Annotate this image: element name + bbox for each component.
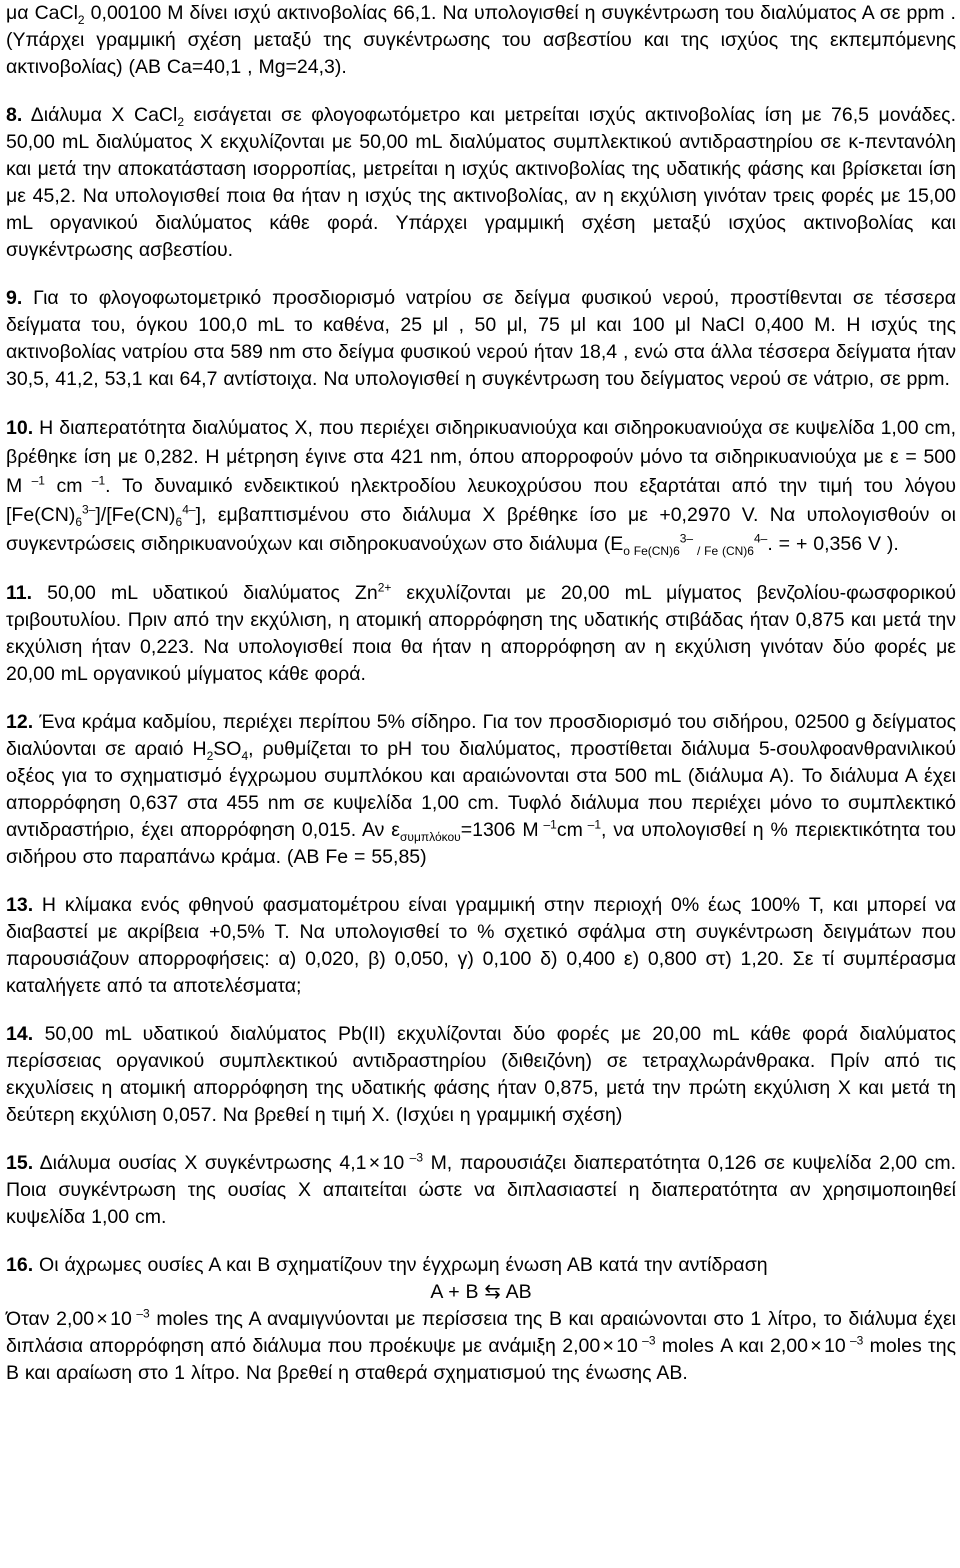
problem-12-sub3: συμπλόκου bbox=[399, 829, 461, 844]
times-sign: × bbox=[810, 1335, 822, 1357]
problem-16-text-f: moles Α και 2,00 bbox=[655, 1335, 808, 1357]
problem-10-sub6: / Fe (CN)6 bbox=[693, 543, 754, 558]
problem-13-number: 13. bbox=[6, 894, 34, 916]
problem-10-number: 10. bbox=[6, 417, 34, 439]
problem-11 bbox=[6, 580, 956, 688]
problem-10-sup1: –1 bbox=[22, 473, 45, 488]
problem-10-sup2: –1 bbox=[82, 473, 106, 488]
problem-12 bbox=[6, 709, 956, 871]
intro-paragraph bbox=[6, 0, 956, 81]
problem-12-sub1: 2 bbox=[206, 748, 214, 763]
problem-11-text-b: εκχυλίζονται με 20,00 mL μίγματος βενζολίου-φωσφορικού τριβουτυλίου. Πριν από την εκχύλιση, η ατομική απορρόφηση της υδατικής στιβάδας ήταν 0,875 και μετά την εκχύλιση ήταν 0,223. Να υπολογισθεί ποια θα ήταν η απορρόφηση αν η εκχύλιση γινόταν δύο φορές με 20,00 mL οργανικού μίγματος κάθε φορά. bbox=[6, 582, 956, 685]
problem-13-text: Η κλίμακα ενός φθηνού φασματομέτρου είναι γραμμική στην περιοχή 0% έως 100% T, και μπορεί να διαβαστεί με ακρίβεια +0,5% T. Να υπολογισθεί το % σχετικό σφάλμα στη συγκέντρωση δειγμάτων που παρουσιάζουν απορροφήσεις: α) 0,020, β) 0,050, γ) 0,100 δ) 0,400 ε) 0,800 στ) 1,20. Σε τί συμπέρασμα καταλήγετε από τα αποτελέσματα; bbox=[6, 894, 956, 997]
problem-15-text-a: Διάλυμα ουσίας Χ συγκέντρωσης 4,1 bbox=[33, 1152, 367, 1174]
problem-9-text: Για το φλογοφωτομετρικό προσδιορισμό νατρίου σε δείγμα φυσικού νερού, προστίθενται σε τέσσερα δείγματα του, όγκου 100,0 mL το καθένα, 25 μl , 50 μl, 75 μl και 100 μl NaCl 0,400 M. Η ισχύς της ακτινοβολίας νατρίου στα 589 nm στο δείγμα φυσικού νερού ήταν 18,4 , ενώ στα άλλα τέσσερα δείγματα ήταν 30,5, 41,2, 53,1 και 64,7 αντίστοιχα. Να υπολογισθεί η συγκέντρωση του δείγματος νερού σε νάτριο, σε ppm. bbox=[6, 287, 956, 390]
problem-16-text-c: 10 bbox=[110, 1308, 132, 1330]
problem-15-number: 15. bbox=[6, 1152, 34, 1174]
problem-14-text: 50,00 mL υδατικού διαλύματος Pb(II) εκχυλίζονται δύο φορές με 20,00 mL κάθε φορά διαλύματος περίσσειας οργανικού συμπλεκτικού αντιδραστηρίου (διθειζόνη) σε τετραχλωράνθρακα. Πρίν από τις εκχυλίσεις η ατομική απορρόφηση της υδατικής φάσης ήταν 0,875, μετά την πρώτη εκχύλιση Χ και μετά τη δεύτερη εκχύλιση 0,057. Να βρεθεί η τιμή Χ. (Ισχύει η γραμμική σχέση) bbox=[6, 1023, 956, 1126]
problem-8-text-a: Διάλυμα Χ CaCl bbox=[22, 104, 178, 126]
intro-text-a: μα CaCl bbox=[6, 2, 78, 24]
problem-8 bbox=[6, 102, 956, 264]
problem-11-text-a: 50,00 mL υδατικού διαλύματος Zn bbox=[32, 582, 378, 604]
problem-8-text-b: εισάγεται σε φλογοφωτόμετρο και μετρείται ισχύς ακτινοβολίας ίση με 76,5 μονάδες. 50,00 mL διαλύματος Χ εκχυλίζονται με 50,00 mL διαλύματος συμπλεκτικού αντιδραστηρίου σε κ-πεντανόλη και μετά την αποκατάσταση ισορροπίας, μετρείται η ισχύς ακτινοβολίας της υδατικής φάσης και βρίσκεται ίση με 45,2. Να υπολογισθεί ποια θα ήταν η ισχύς της ακτινοβολίας, αν η εκχύλιση γινόταν τρεις φορές με 15,00 mL οργανικού διαλύματος κάθε φορά. Υπάρχει γραμμική σχέση μεταξύ ισχύος ακτινοβολίας και συγκέντρωσης ασβεστίου. bbox=[6, 104, 956, 261]
problem-16-sup2: –3 bbox=[637, 1333, 656, 1348]
problem-10-text-d: ]/[Fe(CN) bbox=[95, 504, 176, 526]
problem-13 bbox=[6, 892, 956, 1000]
problem-12-text-c: , ρυθμίζεται το pH του διαλύματος, προστίθεται διάλυμα 5-σουλφοανθρανιλικού οξέος για το σχηματισμό έγχρωμου συμπλόκου και αραιώνονται στα 500 mL (διάλυμα Α). Το διάλυμα Α έχει απορρόφηση 0,637 στα 455 nm σε κυψελίδα 1,00 cm. Τυφλό διάλυμα που περιέχει μόνο το συμπλεκτικό αντιδραστήριο, έχει απορρόφηση 0,015. Αν ε bbox=[6, 738, 957, 841]
problem-15-text-c: M, παρουσιάζει διαπερατότητα 0,126 σε κυψελίδα 2,00 cm. Ποια συγκέντρωση της ουσίας Χ απαιτείται ώστε να διπλασιαστεί η διαπερατότητα αν χρησιμοποιηθεί κυψελίδα 1,00 cm. bbox=[6, 1152, 957, 1228]
problem-16-text-h: moles της Β και αραίωση στο 1 λίτρο. Να βρεθεί η σταθερά σχηματισμού της ένωσης ΑΒ. bbox=[6, 1335, 956, 1384]
problem-16-continued bbox=[6, 1306, 956, 1387]
problem-15-sup: –3 bbox=[404, 1150, 424, 1165]
reaction-equation: A + B ⇆ AB bbox=[430, 1281, 532, 1303]
problem-10-sub4: 6 bbox=[175, 514, 183, 529]
problem-12-text-a: Ένα κράμα καδμίου, περιέχει περίπου 5% σίδηρο. Για τον προσδιορισμό του σιδήρου, 02500 g δείγματος διαλύονται σε αραιό H bbox=[6, 711, 956, 760]
problem-10-sup3: 3– bbox=[82, 502, 96, 517]
problem-16-text-g: 10 bbox=[823, 1335, 846, 1357]
times-sign: × bbox=[602, 1335, 614, 1357]
problem-14 bbox=[6, 1021, 956, 1129]
problem-16 bbox=[6, 1252, 956, 1279]
problem-11-number: 11. bbox=[6, 582, 33, 604]
problem-10-text-e: ], εμβαπτισμένου στο διάλυμα Χ βρέθηκε ίσο με +0,2970 V. Να υπολογισθούν οι συγκεντρώσεις σιδηρικυανούχων και σιδηροκυανούχων στο διάλυμα (E bbox=[6, 504, 956, 555]
problem-12-text-e: cm bbox=[556, 819, 583, 841]
problem-16-text-e: 10 bbox=[616, 1335, 638, 1357]
problem-10-text-f: . = + 0,356 V ). bbox=[767, 533, 899, 555]
intro-sub: 2 bbox=[77, 12, 85, 27]
problem-12-text-b: SO bbox=[213, 738, 242, 760]
problem-16-sup1: –3 bbox=[131, 1306, 150, 1321]
problem-10-sub5: o Fe(CN)6 bbox=[623, 543, 680, 558]
times-sign: × bbox=[368, 1152, 381, 1174]
problem-9-number: 9. bbox=[6, 287, 23, 309]
problem-12-number: 12. bbox=[6, 711, 34, 733]
problem-10 bbox=[6, 414, 956, 559]
problem-16-text-a: Οι άχρωμες ουσίες Α και Β σχηματίζουν την έγχρωμη ένωση ΑΒ κατά την αντίδραση bbox=[33, 1254, 768, 1276]
problem-10-sup4: 4– bbox=[182, 502, 196, 517]
problem-12-sup2: –1 bbox=[582, 817, 601, 832]
problem-10-sup6: 4– bbox=[753, 531, 768, 546]
problem-10-text-b: cm bbox=[44, 475, 83, 497]
problem-10-sup5: 3– bbox=[679, 531, 694, 546]
problem-16-sup3: –3 bbox=[845, 1333, 864, 1348]
problem-8-sub: 2 bbox=[177, 114, 185, 129]
problem-12-sub2: 4 bbox=[241, 748, 249, 763]
problem-12-text-f: , να υπολογισθεί η % περιεκτικότητα του σιδήρου στο παραπάνω κράμα. (ΑΒ Fe = 55,85) bbox=[6, 819, 956, 868]
problem-10-text-a: Η διαπερατότητα διαλύματος Χ, που περιέχει σιδηρικυανιούχα και σιδηροκυανιούχα σε κυψελίδα 1,00 cm, βρέθηκε ίση με 0,282. Η μέτρηση έγινε στα 421 nm, όπου απορροφούν μόνο τα σιδηρικυανιούχα με ε = 500 M bbox=[6, 417, 956, 497]
problem-10-sub3: 6 bbox=[75, 514, 83, 529]
problem-12-text-d: =1306 M bbox=[460, 819, 539, 841]
problem-16-text-b: Όταν 2,00 bbox=[6, 1308, 95, 1330]
problem-12-sup1: –1 bbox=[538, 817, 557, 832]
problem-9 bbox=[6, 285, 956, 393]
problem-16-number: 16. bbox=[6, 1254, 34, 1276]
times-sign: × bbox=[96, 1308, 108, 1330]
problem-10-text-c: . Το δυναμικό ενδεικτικού ηλεκτροδίου λευκοχρύσου που εξαρτάται από την τιμή του λόγου [Fe(CN) bbox=[6, 475, 957, 526]
problem-15 bbox=[6, 1150, 956, 1231]
problem-11-sup: 2+ bbox=[377, 580, 392, 595]
problem-15-text-b: 10 bbox=[382, 1152, 405, 1174]
problem-14-number: 14. bbox=[6, 1023, 34, 1045]
problem-16-text-d: moles της Α αναμιγνύονται με περίσσεια της Β και αραιώνονται στο 1 λίτρο, το διάλυμα έχει διπλάσια απορρόφηση από διάλυμα που προέκυψε με ανάμιξη 2,00 bbox=[6, 1308, 957, 1357]
problem-8-number: 8. bbox=[6, 104, 23, 126]
intro-text-b: 0,00100 M δίνει ισχύ ακτινοβολίας 66,1. Να υπολογισθεί η συγκέντρωση του διαλύματος Α σε ppm . (Υπάρχει γραμμική σχέση μεταξύ της συγκέντρωσης του ασβεστίου και της ισχύος της εκπεμπόμενης ακτινοβολίας) (ΑΒ Ca=40,1 , Mg=24,3). bbox=[6, 2, 956, 78]
